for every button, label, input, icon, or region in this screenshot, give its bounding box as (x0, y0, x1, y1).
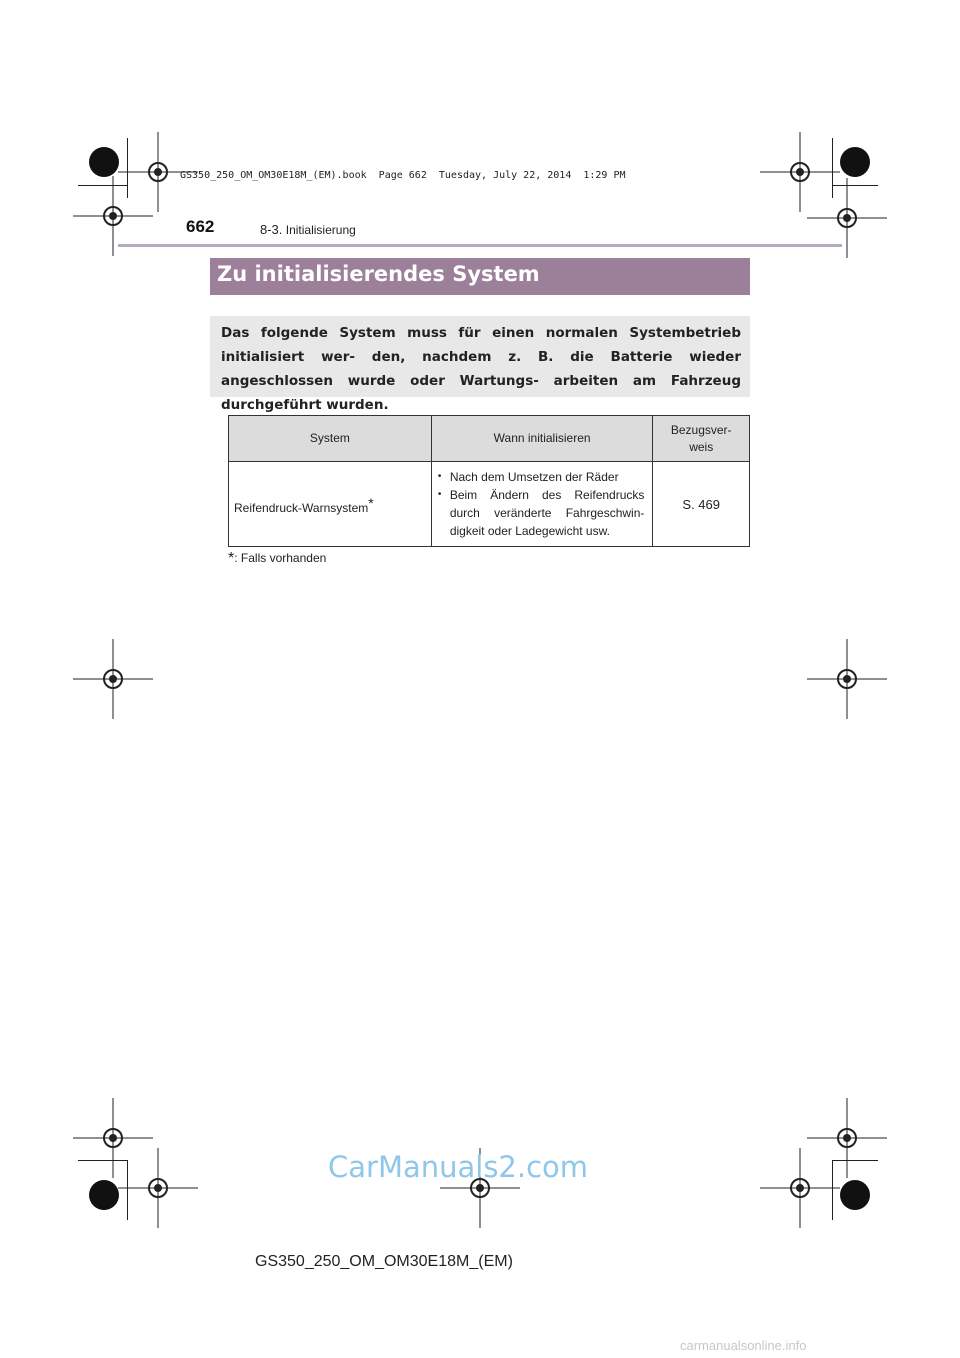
registration-crosshair-icon (73, 639, 153, 719)
header-rule (118, 244, 842, 247)
footnote (228, 550, 326, 568)
footnote-text: : Falls vorhanden (234, 551, 327, 565)
registration-blob (840, 1180, 870, 1210)
table-header-row (229, 416, 750, 462)
cell-system (229, 462, 432, 547)
registration-blob (89, 1180, 119, 1210)
footnote-mark: * (368, 494, 374, 511)
registration-crosshair-icon (760, 1148, 840, 1228)
cell-reference: S. 469 (653, 462, 750, 547)
registration-crosshair-icon (118, 1148, 198, 1228)
cell-when (431, 462, 653, 547)
bottom-site-watermark: carmanualsonline.info (680, 1338, 807, 1353)
table-row (229, 462, 750, 547)
system-name: Reifendruck-Warnsystem (234, 500, 369, 515)
list-item: • Beim Ändern des Reifendrucks durch veränderte Fahrgeschwin- digkeit oder Ladegewicht usw. (438, 486, 645, 540)
footer-id: GS350_250_OM_OM30E18M_(EM) (255, 1253, 513, 1270)
registration-blob (840, 147, 870, 177)
watermark: CarManuals2.com (328, 1150, 589, 1184)
section-label (260, 222, 356, 237)
initialization-table (228, 415, 750, 547)
header-system: System (229, 416, 432, 462)
header-when: Wann initialisieren (431, 416, 653, 462)
intro-box (210, 316, 750, 413)
title-bar (210, 258, 750, 295)
list-item: • Nach dem Umsetzen der Räder (438, 468, 645, 486)
when-list (438, 468, 645, 540)
registration-blob (89, 147, 119, 177)
registration-crosshair-icon (807, 639, 887, 719)
section-number: 8-3. (260, 222, 283, 237)
header-reference: Bezugsver- weis (653, 416, 750, 462)
intro-text: Das folgende System muss für einen normalen Systembetrieb initialisiert wer- den, nachdem z. B. die Batterie wieder angeschlossen wurde oder Wartungs- arbeiten am Fahrzeug durchgeführt wurden. (221, 325, 741, 413)
section-title: Initialisierung (285, 223, 356, 237)
page-number: 662 (186, 217, 215, 236)
book-info-line: GS350_250_OM_OM30E18M_(EM).book Page 662 Tuesday, July 22, 2014 1:29 PM (180, 170, 626, 181)
footnote-star: * (228, 550, 235, 567)
page-title: Zu initialisierendes System (217, 262, 540, 286)
